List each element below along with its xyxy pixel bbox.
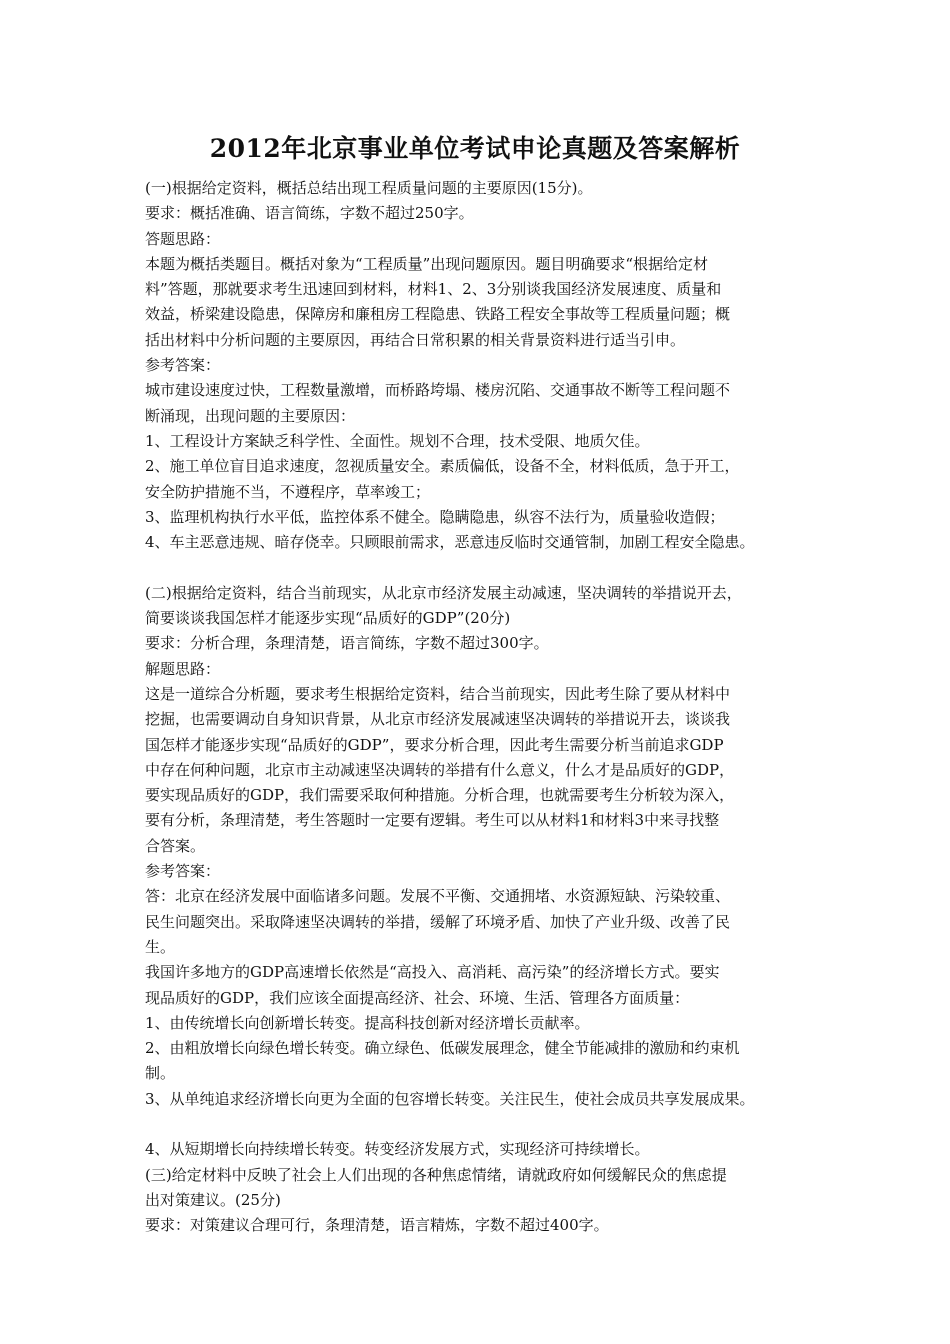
paragraph-line: 要实现品质好的GDP，我们需要采取何种措施。分析合理，也就需要考生分析较为深入， — [145, 786, 735, 805]
blank-line — [145, 555, 825, 580]
paragraph-line: 参考答案： — [145, 356, 221, 375]
paragraph-line: 这是一道综合分析题，要求考生根据给定资料，结合当前现实，因此考生除了要从材料中 — [145, 684, 731, 703]
paragraph-line: 1、由传统增长向创新增长转变。提高科技创新对经济增长贡献率。 — [145, 1013, 590, 1032]
paragraph-line: 4、从短期增长向持续增长转变。转变经济发展方式，实现经济可持续增长。 — [145, 1140, 650, 1159]
paragraph-line: 要求：概括准确、语言简练，字数不超过250字。 — [145, 204, 474, 223]
paragraph-line: 安全防护措施不当，不遵程序，草率竣工； — [145, 482, 431, 501]
paragraph-line: 中存在何种问题，北京市主动减速坚决调转的举措有什么意义，什么才是品质好的GDP， — [145, 760, 735, 779]
paragraph-line: (三)给定材料中反映了社会上人们出现的各种焦虑情绪，请就政府如何缓解民众的焦虑提 — [145, 1165, 727, 1184]
blank-line — [145, 1112, 825, 1137]
paragraph-line: 出对策建议。(25分) — [145, 1190, 281, 1209]
paragraph-line: (二)根据给定资料，结合当前现实，从北京市经济发展主动减速，坚决调转的举措说开去， — [145, 583, 742, 602]
paragraph-line: 效益，桥梁建设隐患，保障房和廉租房工程隐患、铁路工程安全事故等工程质量问题；概 — [145, 305, 731, 324]
paragraph-line: 2、由粗放增长向绿色增长转变。确立绿色、低碳发展理念，健全节能减排的激励和约束机 — [145, 1039, 740, 1058]
paragraph-line: 答：北京在经济发展中面临诸多问题。发展不平衡、交通拥堵、水资源短缺、污染较重、 — [145, 887, 731, 906]
paragraph-line: 1、工程设计方案缺乏科学性、全面性。规划不合理，技术受限、地质欠佳。 — [145, 431, 650, 450]
paragraph-line: 生。 — [145, 937, 176, 956]
document-body — [145, 176, 825, 1238]
paragraph-line: 要有分析，条理清楚，考生答题时一定要有逻辑。考生可以从材料1和材料3中来寻找整 — [145, 811, 720, 830]
paragraph-line: 简要谈谈我国怎样才能逐步实现“品质好的GDP”(20分) — [145, 609, 511, 628]
paragraph-line: 断涌现，出现问题的主要原因： — [145, 406, 356, 425]
paragraph-line: 国怎样才能逐步实现“品质好的GDP”，要求分析合理，因此考生需要分析当前追求GDP — [145, 735, 724, 754]
paragraph-line: 要求：对策建议合理可行，条理清楚，语言精炼，字数不超过400字。 — [145, 1216, 609, 1235]
paragraph-line: (一)根据给定资料，概括总结出现工程质量问题的主要原因(15分)。 — [145, 179, 593, 197]
paragraph-line: 参考答案： — [145, 862, 221, 881]
paragraph-line: 我国许多地方的GDP高速增长依然是“高投入、高消耗、高污染”的经济增长方式。要实 — [145, 963, 720, 982]
paragraph-line: 民生问题突出。采取降速坚决调转的举措，缓解了环境矛盾、加快了产业升级、改善了民 — [145, 912, 731, 931]
paragraph-line: 合答案。 — [145, 836, 206, 855]
paragraph-line: 挖掘，也需要调动自身知识背景，从北京市经济发展减速坚决调转的举措说开去，谈谈我 — [145, 710, 731, 729]
paragraph-line: 料”答题，那就要求考生迅速回到材料，材料1、2、3分别谈我国经济发展速度、质量和 — [145, 280, 722, 299]
paragraph-line: 3、从单纯追求经济增长向更为全面的包容增长转变。关注民生，使社会成员共享发展成果。 — [145, 1089, 755, 1108]
paragraph-line: 解题思路： — [145, 659, 221, 678]
paragraph-line: 现品质好的GDP，我们应该全面提高经济、社会、环境、生活、管理各方面质量： — [145, 988, 690, 1007]
document-title: 2012年北京事业单位考试申论真题及答案解析 — [209, 134, 741, 163]
paragraph-line: 2、施工单位盲目追求速度，忽视质量安全。素质偏低，设备不全，材料低质，急于开工， — [145, 457, 740, 476]
paragraph-line: 答题思路： — [145, 229, 221, 248]
paragraph-line: 城市建设速度过快，工程数量激增，而桥路垮塌、楼房沉陷、交通事故不断等工程问题不 — [145, 381, 731, 400]
paragraph-line: 括出材料中分析问题的主要原因，再结合日常积累的相关背景资料进行适当引申。 — [145, 330, 686, 349]
paragraph-line: 4、车主恶意违规、暗存侥幸。只顾眼前需求，恶意违反临时交通管制，加剧工程安全隐患。 — [145, 533, 755, 552]
paragraph-line: 本题为概括类题目。概括对象为“工程质量”出现问题原因。题目明确要求“根据给定材 — [145, 254, 709, 273]
paragraph-line: 3、监理机构执行水平低，监控体系不健全。隐瞒隐患，纵容不法行为，质量验收造假； — [145, 507, 725, 526]
paragraph-line: 制。 — [145, 1064, 176, 1083]
paragraph-line: 要求：分析合理，条理清楚，语言简练，字数不超过300字。 — [145, 634, 549, 653]
